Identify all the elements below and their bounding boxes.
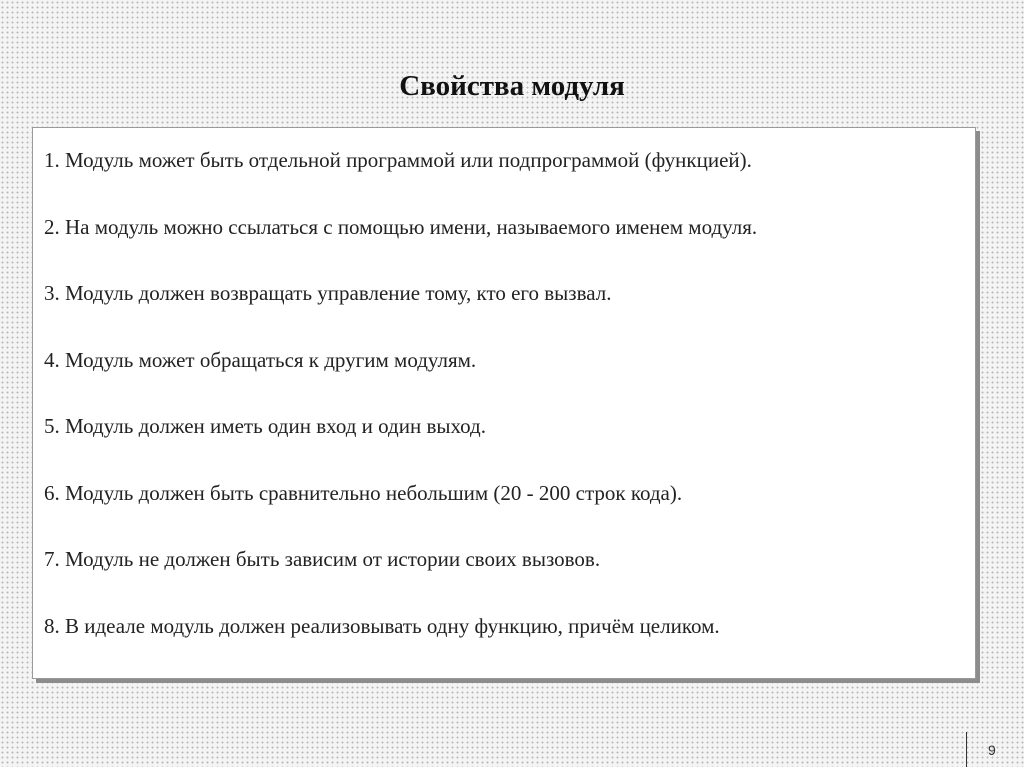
list-item: 5. Модуль должен иметь один вход и один выход.	[44, 414, 486, 438]
list-item: 2. На модуль можно ссылаться с помощью имени, называемого именем модуля.	[44, 214, 758, 239]
slide-title: Свойства модуля	[399, 70, 625, 102]
page-divider	[966, 732, 967, 767]
list-item: 3. Модуль должен возвращать управление тому, кто его вызвал.	[44, 281, 612, 305]
list-item: 4. Модуль может обращаться к другим модулям.	[44, 347, 477, 372]
content-box	[32, 127, 976, 679]
page-number: 9	[988, 742, 996, 758]
list-item: 6. Модуль должен быть сравнительно небольшим (20 - 200 строк кода).	[44, 480, 683, 505]
list-item: 8. В идеале модуль должен реализовывать одну функцию, причём целиком.	[44, 613, 720, 638]
properties-list	[33, 128, 975, 680]
list-item: 1. Модуль может быть отдельной программой или подпрограммой (функцией).	[44, 148, 752, 172]
list-item: 7. Модуль не должен быть зависим от истории своих вызовов.	[44, 547, 601, 571]
